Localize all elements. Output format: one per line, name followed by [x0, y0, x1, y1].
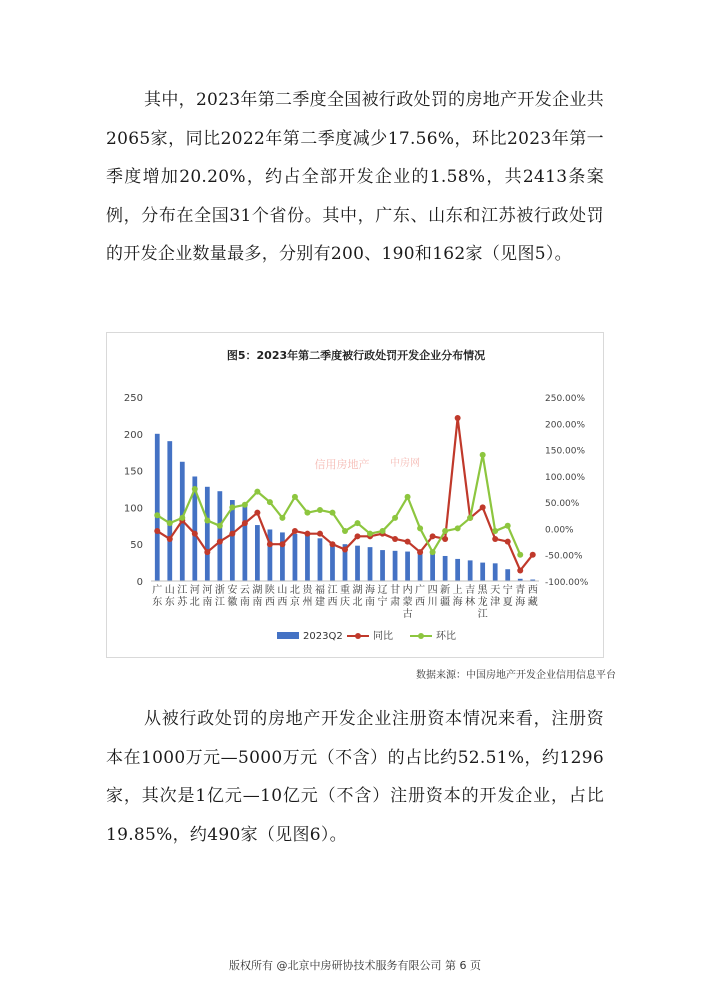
bar	[293, 534, 298, 581]
x-tick-label: 安徽	[227, 585, 238, 608]
x-tick-label: 湖南	[252, 585, 263, 608]
watermark-text: 信用房地产	[314, 458, 370, 471]
series-point	[455, 525, 461, 531]
x-tick-label: 贵州	[302, 585, 313, 608]
x-tick-label: 山东	[164, 585, 175, 608]
bar	[393, 551, 398, 581]
bar	[468, 560, 473, 581]
x-tick-label: 辽宁	[377, 585, 388, 608]
y-right-tick-label: -50.00%	[545, 551, 583, 562]
bar	[205, 487, 210, 581]
series-point	[267, 541, 273, 547]
series-point	[442, 528, 448, 534]
x-tick-label: 福建	[314, 585, 325, 608]
bar	[255, 525, 260, 581]
y-left-tick-label: 200	[123, 429, 143, 441]
bar	[418, 552, 423, 581]
bar	[318, 538, 323, 581]
series-point	[405, 494, 411, 500]
x-tick-label: 河南	[202, 585, 213, 608]
bar	[167, 441, 172, 581]
x-tick-label: 重庆	[340, 585, 350, 608]
series-point	[505, 539, 511, 545]
series-point	[192, 486, 198, 492]
x-tick-label: 河北	[189, 585, 200, 608]
y-left-tick-label: 50	[130, 540, 143, 552]
y-left-tick-label: 0	[136, 577, 143, 588]
series-point	[292, 494, 298, 500]
series-point	[154, 512, 160, 518]
series-point	[417, 549, 423, 555]
series-point	[530, 552, 536, 558]
series-point	[355, 533, 361, 539]
x-tick-label: 青海	[515, 585, 526, 608]
series-point	[292, 528, 298, 534]
watermark-text: 中房网	[390, 458, 420, 469]
series-point	[517, 552, 523, 558]
bar	[355, 546, 360, 581]
x-tick-label: 江西	[327, 585, 338, 608]
series-point	[229, 504, 235, 510]
figure-5-container	[106, 332, 604, 658]
x-tick-label: 浙江	[214, 585, 225, 608]
y-right-tick-label: 50.00%	[545, 499, 580, 510]
y-left-tick-label: 250	[123, 393, 143, 404]
bar	[305, 535, 310, 581]
legend-swatch-bar	[277, 632, 299, 639]
x-tick-label: 广西	[415, 585, 426, 608]
series-point	[167, 536, 173, 542]
page-footer: 版权所有 @北京中房研协技术服务有限公司 第 6 页	[229, 959, 481, 972]
series-point	[430, 549, 436, 555]
series-point	[505, 523, 511, 529]
x-tick-label: 内蒙古	[402, 585, 413, 620]
x-tick-label: 江苏	[177, 585, 188, 608]
x-tick-label: 天津	[490, 585, 501, 608]
series-point	[392, 536, 398, 542]
series-point	[467, 515, 473, 521]
series-point	[380, 528, 386, 534]
series-point	[279, 515, 285, 521]
series-point	[154, 528, 160, 534]
bar	[443, 556, 448, 581]
series-point	[367, 531, 373, 537]
y-right-tick-label: -100.00%	[545, 578, 589, 588]
bar	[405, 552, 410, 581]
x-tick-label: 海南	[365, 585, 376, 608]
series-point	[217, 523, 223, 529]
y-right-tick-label: 200.00%	[545, 420, 586, 431]
series-point	[329, 541, 335, 547]
x-tick-label: 山西	[277, 585, 288, 608]
legend-swatch-marker	[355, 633, 361, 639]
bar	[242, 504, 247, 581]
x-tick-label: 云南	[239, 585, 250, 608]
y-right-tick-label: 0.00%	[545, 525, 574, 536]
x-tick-label: 西藏	[527, 585, 538, 608]
series-point	[304, 510, 310, 516]
legend-label: 环比	[436, 631, 456, 642]
series-point	[167, 520, 173, 526]
legend-label: 2023Q2	[303, 631, 343, 642]
bar	[330, 543, 335, 581]
bar	[217, 491, 222, 581]
chart-figure-5	[107, 333, 605, 659]
x-tick-label: 上海	[452, 585, 463, 608]
series-point	[229, 531, 235, 537]
series-point	[317, 531, 323, 537]
y-left-tick-label: 150	[123, 466, 143, 478]
series-point	[355, 520, 361, 526]
series-point	[317, 507, 323, 513]
series-point	[455, 415, 461, 421]
bar	[155, 434, 160, 581]
series-point	[430, 533, 436, 539]
x-tick-label: 宁夏	[502, 585, 513, 608]
bar	[455, 559, 460, 581]
paragraph-2: 从被行政处罚的房地产开发企业注册资本情况来看，注册资本在1000万元—5000万元（不含）的占比约52.51%，约1296家，其次是1亿元—10亿元（不含）注册资本的开发企业，占比19.85%，约490家（见图6）。	[106, 709, 604, 845]
bar	[505, 569, 510, 581]
series-point	[304, 531, 310, 537]
series-point	[267, 499, 273, 505]
series-point	[179, 515, 185, 521]
series-point	[329, 510, 335, 516]
x-tick-label: 四川	[427, 585, 438, 608]
series-point	[342, 528, 348, 534]
x-tick-label: 黑龙江	[477, 585, 488, 620]
series-point	[480, 452, 486, 458]
series-point	[492, 536, 498, 542]
series-point	[204, 518, 210, 524]
bar	[430, 552, 435, 581]
bar	[380, 550, 385, 581]
series-point	[492, 528, 498, 534]
series-point	[279, 541, 285, 547]
data-source-note: 数据来源：中国房地产开发企业信用信息平台	[416, 670, 616, 681]
x-tick-label: 甘肃	[390, 585, 401, 608]
bar	[480, 563, 485, 581]
paragraph-1: 其中，2023年第二季度全国被行政处罚的房地产开发企业共2065家，同比2022年第二季度减少17.56%，环比2023年第一季度增加20.20%，约占全部开发企业的1.58%，共2413条案例，分布在全国31个省份。其中，广东、山东和江苏被行政处罚的开发企业数量最多，分别有200、190和162家（见图5）。	[106, 90, 604, 264]
series-point	[517, 567, 523, 573]
series-point	[480, 504, 486, 510]
x-tick-label: 北京	[289, 585, 300, 608]
x-tick-label: 广东	[152, 585, 163, 608]
series-point	[254, 510, 260, 516]
y-right-tick-label: 250.00%	[545, 394, 586, 404]
series-point	[442, 536, 448, 542]
series-point	[204, 549, 210, 555]
legend-label: 同比	[373, 631, 393, 642]
y-left-tick-label: 100	[123, 503, 143, 515]
chart-title: 图5：2023年第二季度被行政处罚开发企业分布情况	[226, 349, 486, 362]
series-point	[217, 539, 223, 545]
bar	[368, 547, 373, 581]
series-point	[242, 520, 248, 526]
legend-swatch-marker	[418, 633, 424, 639]
series-point	[192, 531, 198, 537]
x-tick-label: 湖北	[352, 585, 363, 608]
bar	[280, 532, 285, 581]
series-point	[254, 489, 260, 495]
series-point	[405, 539, 411, 545]
x-tick-label: 陕西	[264, 585, 275, 608]
y-right-tick-label: 150.00%	[545, 446, 586, 457]
y-right-tick-label: 100.00%	[545, 472, 586, 483]
series-point	[417, 525, 423, 531]
x-tick-label: 新疆	[440, 585, 451, 608]
x-tick-label: 吉林	[465, 585, 476, 608]
bar	[493, 563, 498, 581]
series-point	[392, 515, 398, 521]
bar	[230, 500, 235, 581]
series-point	[242, 502, 248, 508]
series-point	[342, 546, 348, 552]
